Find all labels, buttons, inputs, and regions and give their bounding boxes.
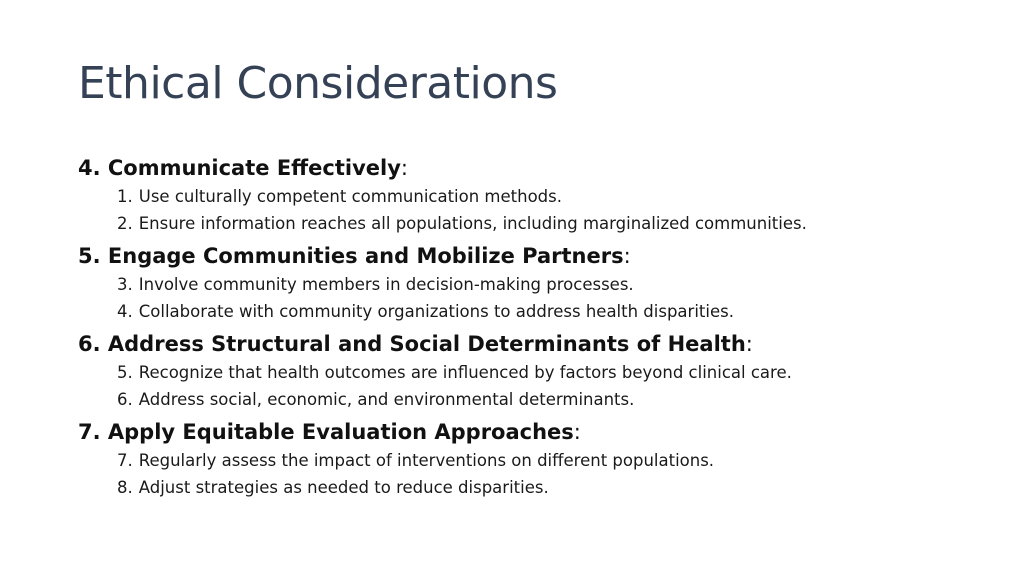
section-heading-text: 7. Apply Equitable Evaluation Approaches <box>78 420 574 444</box>
list-item-text: Use culturally competent communication methods. <box>138 187 562 206</box>
section-communicate-effectively <box>78 153 998 237</box>
list-item-text: Address social, economic, and environmental determinants. <box>138 390 635 409</box>
slide-content <box>78 153 998 505</box>
list-item-text: Ensure information reaches all populations, including marginalized communities. <box>138 214 807 233</box>
list-item <box>117 271 998 298</box>
section-equitable-evaluation <box>78 417 998 501</box>
list-item-number: 1. <box>117 187 133 206</box>
list-item <box>117 359 998 386</box>
section-social-determinants <box>78 329 998 413</box>
list-item <box>117 474 998 501</box>
list-item <box>117 210 998 237</box>
list-item-number: 4. <box>117 302 133 321</box>
section-heading <box>78 241 998 271</box>
list-item-number: 7. <box>117 451 133 470</box>
list-item-number: 2. <box>117 214 133 233</box>
slide-title: Ethical Considerations <box>78 58 558 109</box>
list-item-text: Recognize that health outcomes are influenced by factors beyond clinical care. <box>138 363 792 382</box>
section-heading-colon: : <box>623 244 631 268</box>
section-engage-communities <box>78 241 998 325</box>
section-heading-text: 5. Engage Communities and Mobilize Partners <box>78 244 624 268</box>
list-item-text: Regularly assess the impact of interventions on different populations. <box>138 451 715 470</box>
list-item-number: 3. <box>117 275 133 294</box>
list-item-number: 5. <box>117 363 133 382</box>
list-item-text: Involve community members in decision-making processes. <box>138 275 634 294</box>
section-heading-colon: : <box>573 420 581 444</box>
list-item-number: 6. <box>117 390 133 409</box>
section-heading-colon: : <box>400 156 408 180</box>
list-item <box>117 386 998 413</box>
list-item-text: Adjust strategies as needed to reduce disparities. <box>138 478 549 497</box>
section-heading-text: 4. Communicate Effectively <box>78 156 401 180</box>
section-heading <box>78 153 998 183</box>
list-item <box>117 183 998 210</box>
section-heading <box>78 417 998 447</box>
list-item <box>117 298 998 325</box>
list-item-text: Collaborate with community organizations to address health disparities. <box>138 302 734 321</box>
section-heading-colon: : <box>745 332 753 356</box>
section-heading-text: 6. Address Structural and Social Determinants of Health <box>78 332 746 356</box>
section-heading <box>78 329 998 359</box>
list-item-number: 8. <box>117 478 133 497</box>
list-item <box>117 447 998 474</box>
